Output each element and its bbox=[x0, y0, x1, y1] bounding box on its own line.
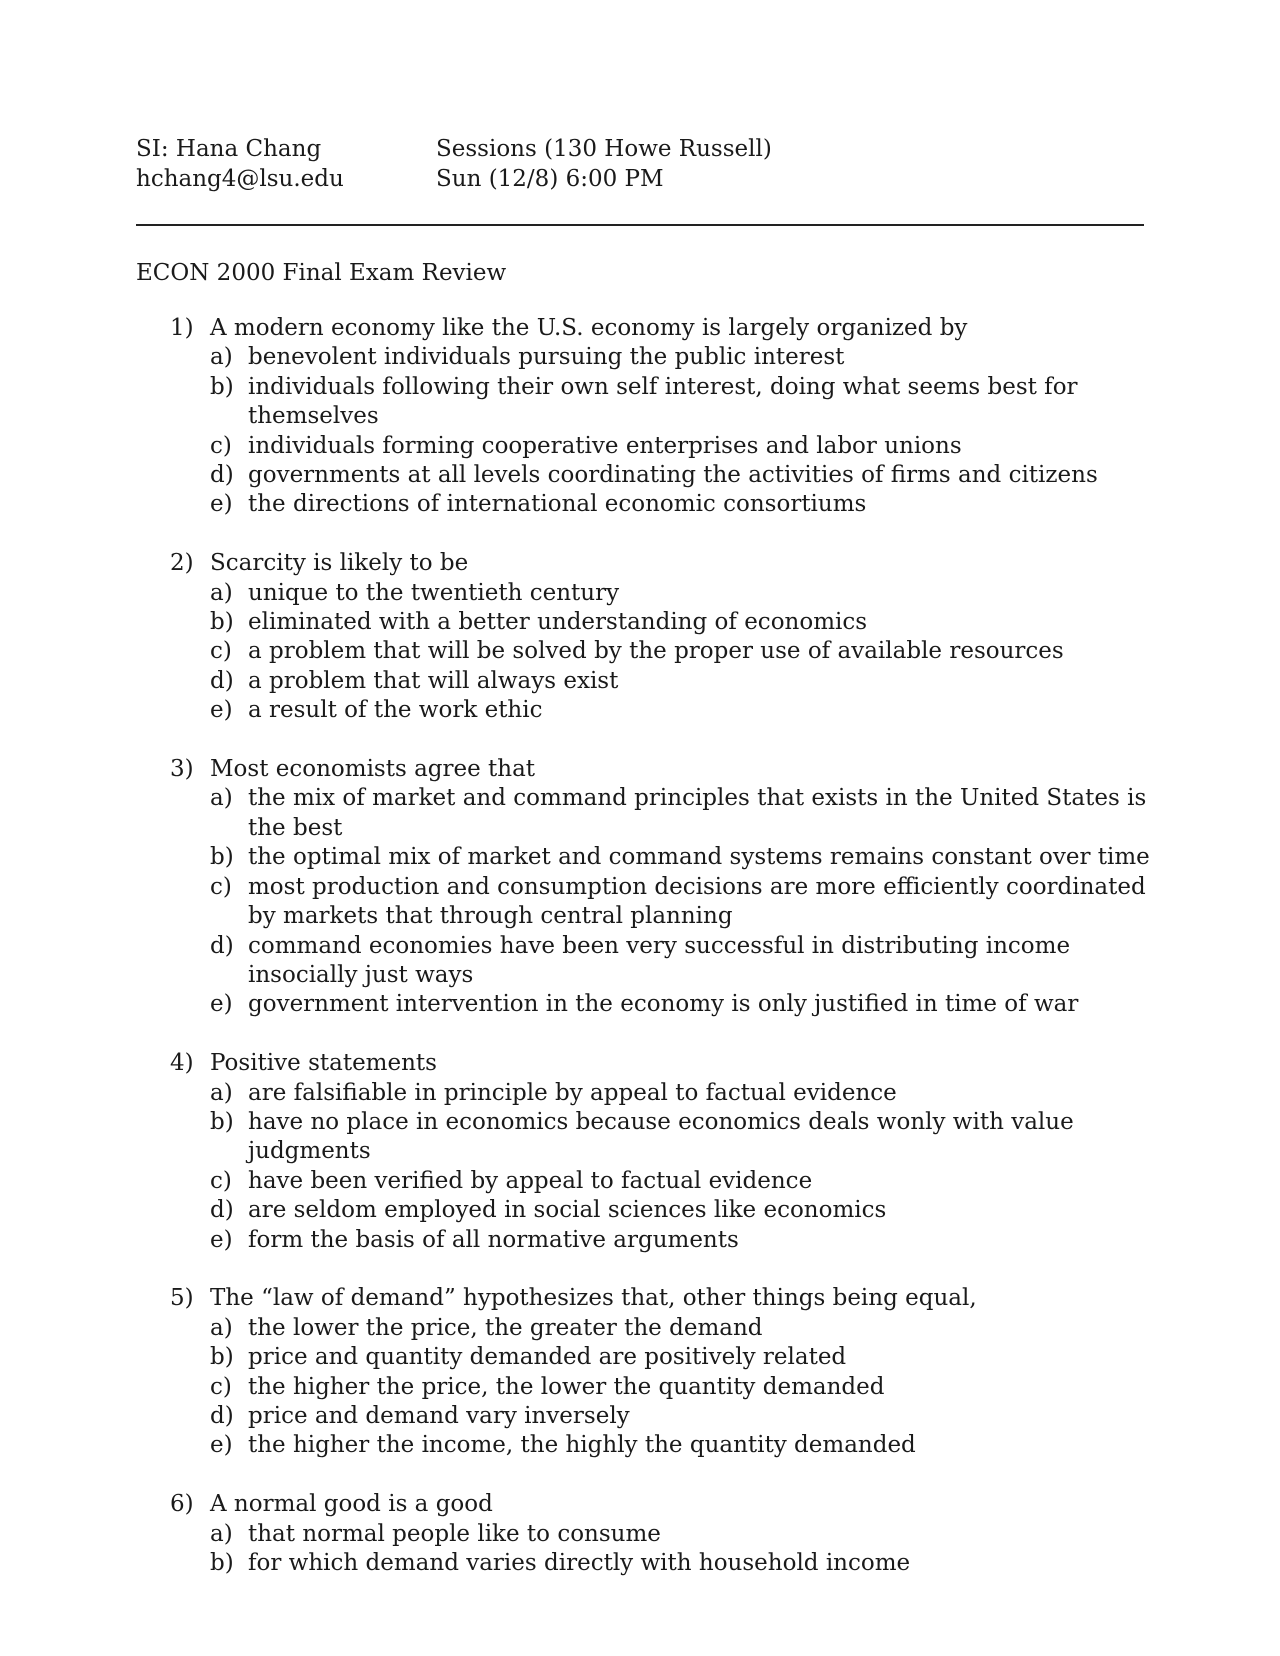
question-number: 2) bbox=[170, 550, 194, 577]
option-letter: e) bbox=[210, 991, 233, 1018]
question-2 bbox=[170, 549, 1160, 725]
question-text: Scarcity is likely to be bbox=[210, 550, 469, 577]
option-text: are seldom employed in social sciences like economics bbox=[248, 1197, 887, 1224]
answer-option bbox=[210, 1314, 1160, 1343]
option-text: the optimal mix of market and command systems remains constant over time bbox=[248, 844, 1150, 871]
option-letter: a) bbox=[210, 1079, 233, 1106]
question-number: 5) bbox=[170, 1285, 194, 1312]
option-text: for which demand varies directly with household income bbox=[248, 1549, 911, 1576]
question-text: Most economists agree that bbox=[210, 756, 536, 783]
answer-option bbox=[210, 784, 1160, 843]
answer-option bbox=[210, 461, 1160, 490]
option-text: unique to the twentieth century bbox=[248, 579, 620, 606]
question-stem bbox=[170, 1490, 1160, 1519]
option-text: a problem that will always exist bbox=[248, 667, 619, 694]
question-stem bbox=[170, 1284, 1160, 1313]
option-text: command economies have been very successful in distributing income insocially just ways bbox=[248, 932, 1071, 988]
option-letter: c) bbox=[210, 638, 232, 665]
question-6 bbox=[170, 1490, 1160, 1578]
option-text: individuals forming cooperative enterprises and labor unions bbox=[248, 432, 962, 459]
answer-option bbox=[210, 667, 1160, 696]
question-5 bbox=[170, 1284, 1160, 1460]
option-text: have no place in economics because economics deals wonly with value judgments bbox=[248, 1108, 1074, 1165]
question-text: A modern economy like the U.S. economy is largely organized by bbox=[210, 315, 968, 341]
answer-option bbox=[210, 579, 1160, 608]
question-3 bbox=[170, 755, 1160, 1020]
question-stem bbox=[170, 1049, 1160, 1078]
option-text: the higher the income, the highly the quantity demanded bbox=[248, 1432, 916, 1459]
question-text: Positive statements bbox=[210, 1050, 437, 1077]
option-text: are falsifiable in principle by appeal to factual evidence bbox=[248, 1079, 897, 1106]
option-text: a problem that will be solved by the proper use of available resources bbox=[248, 638, 1064, 665]
answer-option bbox=[210, 932, 1160, 991]
option-text: price and quantity demanded are positively related bbox=[248, 1344, 847, 1371]
option-text: individuals following their own self interest, doing what seems best for themselves bbox=[248, 373, 1078, 430]
option-text: the higher the price, the lower the quantity demanded bbox=[248, 1373, 885, 1400]
option-text: price and demand vary inversely bbox=[248, 1402, 630, 1429]
question-1 bbox=[170, 314, 1160, 520]
answer-option bbox=[210, 696, 1160, 725]
option-letter: d) bbox=[210, 932, 234, 959]
option-letter: c) bbox=[210, 873, 232, 900]
option-letter: a) bbox=[210, 1520, 233, 1547]
answer-option bbox=[210, 1431, 1160, 1460]
answer-option bbox=[210, 1196, 1160, 1225]
option-text: that normal people like to consume bbox=[248, 1520, 661, 1547]
option-letter: a) bbox=[210, 785, 233, 812]
answer-option bbox=[210, 432, 1160, 461]
question-text: The “law of demand” hypothesizes that, other things being equal, bbox=[210, 1285, 977, 1312]
sessions-location: Sessions (130 Howe Russell) bbox=[436, 136, 772, 162]
option-letter: d) bbox=[210, 462, 234, 489]
question-text: A normal good is a good bbox=[210, 1491, 493, 1518]
si-name: SI: Hana Chang bbox=[136, 136, 322, 162]
answer-option bbox=[210, 608, 1160, 637]
answer-option bbox=[210, 1079, 1160, 1108]
option-letter: d) bbox=[210, 667, 234, 694]
answer-option bbox=[210, 873, 1160, 932]
answer-option bbox=[210, 373, 1160, 432]
option-text: governments at all levels coordinating the activities of firms and citizens bbox=[248, 462, 1098, 489]
answer-option bbox=[210, 343, 1160, 372]
option-letter: b) bbox=[210, 1549, 234, 1576]
answer-option bbox=[210, 990, 1160, 1019]
answer-option bbox=[210, 490, 1160, 519]
option-text: a result of the work ethic bbox=[248, 697, 543, 724]
question-4 bbox=[170, 1049, 1160, 1255]
option-text: have been verified by appeal to factual evidence bbox=[248, 1167, 813, 1194]
question-number: 4) bbox=[170, 1050, 194, 1077]
question-number: 3) bbox=[170, 756, 194, 783]
option-text: most production and consumption decisions are more efficiently coordinated by markets that through central planning bbox=[248, 873, 1146, 930]
answer-option bbox=[210, 843, 1160, 872]
si-email: hchang4@lsu.edu bbox=[136, 166, 344, 192]
option-text: government intervention in the economy is only justified in time of war bbox=[248, 991, 1079, 1018]
option-letter: b) bbox=[210, 1344, 234, 1371]
answer-option bbox=[210, 1402, 1160, 1431]
option-letter: d) bbox=[210, 1197, 234, 1224]
option-letter: e) bbox=[210, 1432, 233, 1459]
answer-option bbox=[210, 1373, 1160, 1402]
header-left bbox=[136, 134, 344, 194]
answer-option bbox=[210, 637, 1160, 666]
option-text: the lower the price, the greater the demand bbox=[248, 1314, 763, 1341]
option-text: form the basis of all normative arguments bbox=[248, 1226, 739, 1253]
option-letter: b) bbox=[210, 373, 234, 400]
answer-option bbox=[210, 1226, 1160, 1255]
answer-option bbox=[210, 1108, 1160, 1167]
option-letter: e) bbox=[210, 1226, 233, 1253]
answer-option bbox=[210, 1167, 1160, 1196]
option-letter: c) bbox=[210, 1373, 232, 1400]
option-letter: d) bbox=[210, 1402, 234, 1429]
answer-option bbox=[210, 1520, 1160, 1549]
question-number: 6) bbox=[170, 1491, 194, 1518]
option-letter: e) bbox=[210, 697, 233, 724]
answer-option bbox=[210, 1549, 1160, 1578]
question-number: 1) bbox=[170, 315, 194, 341]
option-letter: a) bbox=[210, 579, 233, 606]
option-letter: e) bbox=[210, 491, 233, 518]
option-text: the mix of market and command principles that exists in the United States is the best bbox=[248, 785, 1147, 841]
option-text: the directions of international economic consortiums bbox=[248, 491, 867, 518]
option-text: benevolent individuals pursuing the public interest bbox=[248, 344, 845, 371]
option-letter: a) bbox=[210, 344, 233, 371]
answer-option bbox=[210, 1343, 1160, 1372]
horizontal-rule bbox=[136, 224, 1144, 226]
question-stem bbox=[170, 755, 1160, 784]
option-text: eliminated with a better understanding of economics bbox=[248, 609, 868, 636]
question-list bbox=[170, 314, 1160, 1608]
question-stem bbox=[170, 314, 1160, 343]
option-letter: b) bbox=[210, 1108, 234, 1135]
question-stem bbox=[170, 549, 1160, 578]
option-letter: b) bbox=[210, 609, 234, 636]
option-letter: a) bbox=[210, 1314, 233, 1341]
document-title: ECON 2000 Final Exam Review bbox=[136, 260, 507, 286]
option-letter: b) bbox=[210, 844, 234, 871]
option-letter: c) bbox=[210, 1167, 232, 1194]
header-right bbox=[436, 134, 772, 194]
option-letter: c) bbox=[210, 432, 232, 459]
session-time: Sun (12/8) 6:00 PM bbox=[436, 166, 664, 192]
